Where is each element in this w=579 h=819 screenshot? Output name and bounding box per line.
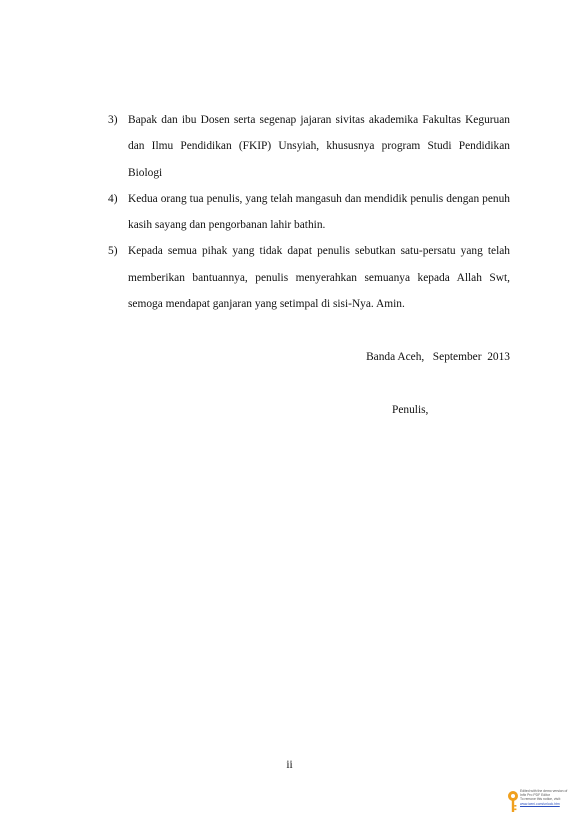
infix-key-icon	[507, 790, 519, 814]
list-item-text: Bapak dan ibu Dosen serta segenap jajaran sivitas akademika Fakultas Keguruan dan Ilmu Pendidikan (FKIP) Unsyiah, khususnya program Studi Pendidikan Biologi	[128, 114, 510, 179]
list-item-text: Kepada semua pihak yang tidak dapat penulis sebutkan satu-persatu yang telah memberikan bantuannya, penulis menyerahkan semuanya kepada Allah Swt, semoga mendapat ganjaran yang setimpal di sisi-Nya. Amin.	[128, 245, 510, 311]
closing-author: Penulis,	[392, 404, 429, 416]
watermark-link[interactable]: www.iceni.com/unlock.htm	[520, 801, 560, 806]
list-item	[108, 238, 510, 317]
page-number: ii	[286, 759, 293, 771]
closing-place-date: Banda Aceh, September 2013	[366, 351, 510, 363]
list-item-text: Kedua orang tua penulis, yang telah mangasuh dan mendidik penulis dengan penuh kasih sayang dan pengorbanan lahir bathin.	[128, 192, 510, 232]
watermark-line: Edited with the demo version of	[520, 789, 568, 793]
list-item-number: 3)	[108, 114, 118, 126]
list-item-number: 4)	[108, 192, 118, 205]
acknowledgement-list	[108, 107, 510, 317]
watermark-text	[520, 789, 577, 806]
watermark-line: To remove this notice, visit:	[520, 797, 561, 802]
list-item	[108, 107, 510, 186]
list-item-number: 5)	[108, 245, 118, 258]
list-item	[108, 186, 510, 239]
watermark-line: Infix Pro PDF Editor	[520, 793, 550, 798]
editor-watermark	[507, 788, 577, 816]
